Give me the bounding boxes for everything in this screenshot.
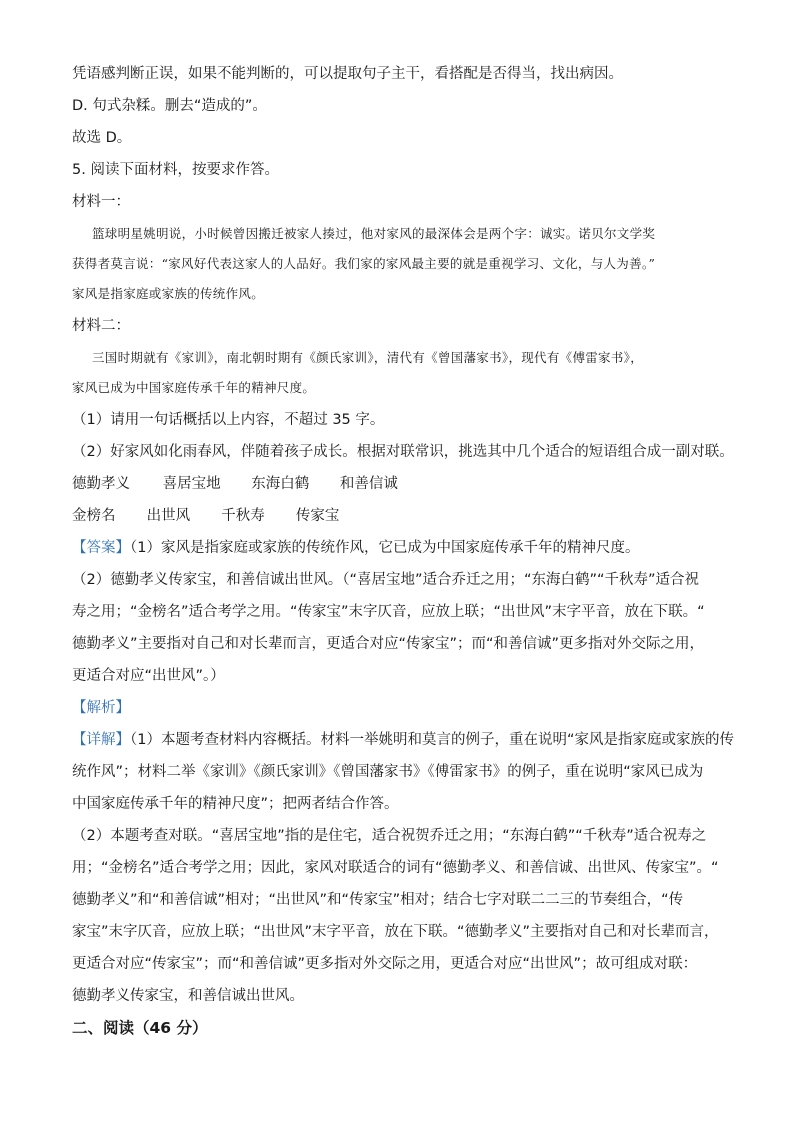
detail-text: 统作风”；材料二举《家训》《颜氏家训》《曾国藩家书》《傅雷家书》的例子，重在说明“家风已成为 xyxy=(72,764,704,780)
answer-text: 更适合对应“出世风”。） xyxy=(72,668,225,684)
phrase-item: 德勤孝义 xyxy=(72,476,130,492)
phrase-item: 千秋寿 xyxy=(221,508,265,524)
phrase-item: 出世风 xyxy=(146,508,191,524)
material-one-text: 家风是指家庭或家族的传统作风。 xyxy=(72,286,265,301)
sub-question-1: （1）请用一句话概括以上内容，不超过 35 字。 xyxy=(72,412,385,428)
sub-question-2: （2）好家风如化雨春风，伴随着孩子成长。根据对联常识，挑选其中几个适合的短语组合成一副对联。 xyxy=(72,444,734,460)
answer-line xyxy=(72,538,732,558)
answer-text: 德勤孝义”主要指对自己和对长辈而言，更适合对应“传家宝”；而“和善信诚”更多指对外交际之用， xyxy=(72,636,705,652)
material-one-text: 获得者莫言说：“家风好代表这家人的人品好。我们家的家风最主要的就是重视学习、文化，与人为善。” xyxy=(72,256,656,271)
phrase-row xyxy=(72,474,732,494)
answer-choice: 故选 D。 xyxy=(72,130,132,146)
question-5-title: 5. 阅读下面材料，按要求作答。 xyxy=(72,162,279,178)
phrase-item: 喜居宝地 xyxy=(162,476,221,492)
answer-text: （2）德勤孝义传家宝，和善信诚出世风。（“喜居宝地”适合乔迁之用；“东海白鹤”“千秋寿”适合祝 xyxy=(72,572,700,588)
detail-text: （1）本题考查材料内容概括。材料一举姚明和莫言的例子，重在说明“家风是指家庭或家族的传 xyxy=(130,732,734,748)
detail-text: 德勤孝义”和“和善信诚”相对；“出世风”和“传家宝”相对；结合七字对联二二三的节奏组合，“传 xyxy=(72,892,684,908)
phrase-item: 金榜名 xyxy=(72,508,116,524)
detail-line xyxy=(72,730,732,750)
detail-text: 德勤孝义传家宝，和善信诚出世风。 xyxy=(72,988,304,1004)
detail-text: 用；“金榜名”适合考学之用；因此，家风对联适合的词有“德勤孝义、和善信诚、出世风、传家宝”。“ xyxy=(72,860,719,876)
answer-tag: 【答案】 xyxy=(72,540,130,556)
detail-tag: 【详解】 xyxy=(72,732,130,748)
analysis-tag: 【解析】 xyxy=(72,700,130,716)
phrase-row xyxy=(72,506,732,526)
phrase-item: 和善信诚 xyxy=(339,476,398,492)
material-one-text: 篮球明星姚明说，小时候曾因搬迁被家人揍过，他对家风的最深体会是两个字：诚实。诺贝尔文学奖 xyxy=(92,226,656,241)
option-d-explanation: D. 句式杂糅。删去“造成的”。 xyxy=(72,98,267,114)
detail-text: 家宝”末字仄音，应放上联；“出世风”末字平音，放在下联。“德勤孝义”主要指对自己和对长辈而言， xyxy=(72,924,719,940)
material-two-text: 家风已成为中国家庭传承千年的精神尺度。 xyxy=(72,380,316,395)
text-line: 凭语感判断正误，如果不能判断的，可以提取句子主干，看搭配是否得当，找出病因。 xyxy=(72,66,623,82)
phrase-item: 传家宝 xyxy=(295,508,340,524)
detail-text: 更适合对应“传家宝”；而“和善信诚”更多指对外交际之用，更适合对应“出世风”；故可组成对联： xyxy=(72,956,698,972)
detail-text: 中国家庭传承千年的精神尺度”；把两者结合作答。 xyxy=(72,796,399,812)
phrase-item: 东海白鹤 xyxy=(251,476,310,492)
material-two-text: 三国时期就有《家训》，南北朝时期有《颜氏家训》，清代有《曾国藩家书》，现代有《傅雷家书》， xyxy=(92,350,644,365)
section-heading: 二、阅读（46 分） xyxy=(72,1019,208,1037)
answer-text: 寿之用；“金榜名”适合考学之用。“传家宝”末字仄音，应放上联；“出世风”末字平音，放在下联。“ xyxy=(72,604,705,620)
answer-text: （1）家风是指家庭或家族的传统作风，它已成为中国家庭传承千年的精神尺度。 xyxy=(130,540,640,556)
material-two-label: 材料二： xyxy=(72,318,130,334)
material-one-label: 材料一： xyxy=(72,194,130,210)
detail-text: （2）本题考查对联。“喜居宝地”指的是住宅，适合祝贺乔迁之用；“东海白鹤”“千秋寿”适合祝寿之 xyxy=(72,828,707,844)
